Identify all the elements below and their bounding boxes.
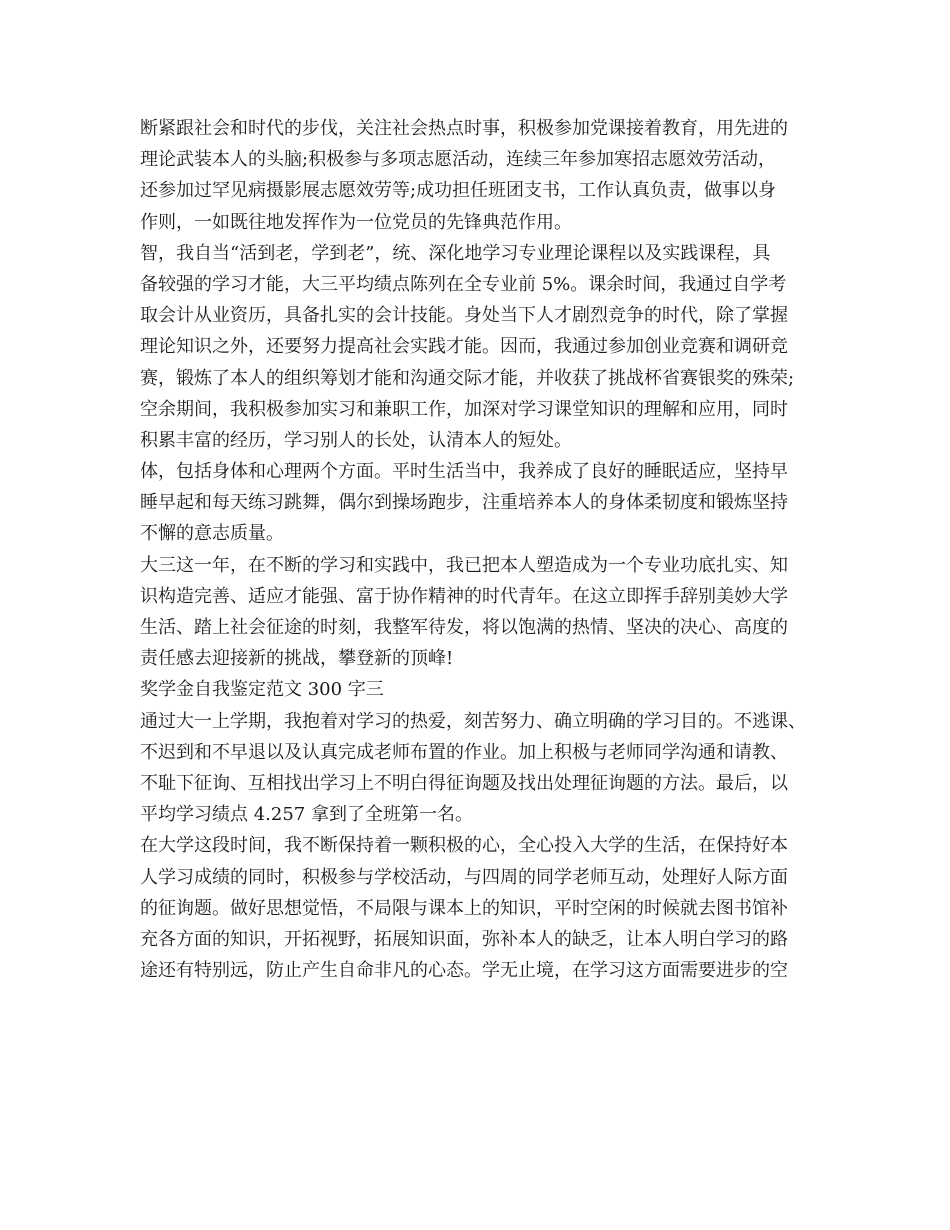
text-line: 空余期间，我积极参加实习和兼职工作，加深对学习课堂知识的理解和应用，同时 bbox=[140, 398, 788, 420]
text-line: 体，包括身体和心理两个方面。平时生活当中，我养成了良好的睡眠适应，坚持早 bbox=[140, 461, 788, 483]
document-body bbox=[140, 113, 830, 986]
text-line: 赛，锻炼了本人的组织筹划才能和沟通交际才能，并收获了挑战杯省赛银奖的殊荣; bbox=[140, 367, 795, 389]
text-line: 不迟到和不早退以及认真完成老师布置的作业。加上积极与老师同学沟通和请教、 bbox=[140, 741, 788, 763]
text-line: 睡早起和每天练习跳舞，偶尔到操场跑步，注重培养本人的身体柔韧度和锻炼坚持 bbox=[140, 492, 788, 514]
text-line: 的征询题。做好思想觉悟，不局限与课本上的知识，平时空闲的时候就去图书馆补 bbox=[140, 897, 788, 919]
section-heading: 奖学金自我鉴定范文 300 字三 bbox=[140, 679, 384, 701]
text-line: 平均学习绩点 4.257 拿到了全班第一名。 bbox=[140, 804, 473, 826]
text-line: 责任感去迎接新的挑战，攀登新的顶峰! bbox=[140, 648, 454, 670]
text-line: 取会计从业资历，具备扎实的会计技能。身处当下人才剧烈竞争的时代，除了掌握 bbox=[140, 305, 788, 327]
text-line: 还参加过罕见病摄影展志愿效劳等;成功担任班团支书，工作认真负责，做事以身 bbox=[140, 180, 777, 202]
text-line: 理论武装本人的头脑;积极参与多项志愿活动，连续三年参加寒招志愿效劳活动， bbox=[140, 149, 777, 171]
text-line: 不懈的意志质量。 bbox=[140, 523, 284, 545]
text-line: 通过大一上学期，我抱着对学习的热爱，刻苦努力、确立明确的学习目的。不逃课、 bbox=[140, 710, 806, 732]
text-line: 备较强的学习才能，大三平均绩点陈列在全专业前 5%。课余时间，我通过自学考 bbox=[140, 273, 787, 295]
text-line: 途还有特别远，防止产生自命非凡的心态。学无止境，在学习这方面需要进步的空 bbox=[140, 960, 788, 982]
text-line: 不耻下征询、互相找出学习上不明白得征询题及找出处理征询题的方法。最后，以 bbox=[140, 772, 788, 794]
text-line: 断紧跟社会和时代的步伐，关注社会热点时事，积极参加党课接着教育，用先进的 bbox=[140, 118, 788, 139]
text-line: 充各方面的知识，开拓视野，拓展知识面，弥补本人的缺乏，让本人明白学习的路 bbox=[140, 928, 788, 950]
text-line: 在大学这段时间，我不断保持着一颗积极的心，全心投入大学的生活，在保持好本 bbox=[140, 835, 788, 857]
text-line: 识构造完善、适应才能强、富于协作精神的时代青年。在这立即挥手辞别美妙大学 bbox=[140, 585, 788, 607]
text-line: 理论知识之外，还要努力提高社会实践才能。因而，我通过参加创业竞赛和调研竞 bbox=[140, 336, 788, 358]
text-line: 作则，一如既往地发挥作为一位党员的先锋典范作用。 bbox=[140, 211, 572, 233]
text-line: 智，我自当“活到老，学到老”，统、深化地学习专业理论课程以及实践课程，具 bbox=[140, 242, 771, 264]
text-line: 生活、踏上社会征途的时刻，我整军待发，将以饱满的热情、坚决的决心、高度的 bbox=[140, 617, 788, 638]
text-line: 积累丰富的经历，学习别人的长处，认清本人的短处。 bbox=[140, 429, 572, 451]
text-line: 人学习成绩的同时，积极参与学校活动，与四周的同学老师互动，处理好人际方面 bbox=[140, 866, 788, 888]
text-line: 大三这一年，在不断的学习和实践中，我已把本人塑造成为一个专业功底扎实、知 bbox=[140, 554, 788, 576]
